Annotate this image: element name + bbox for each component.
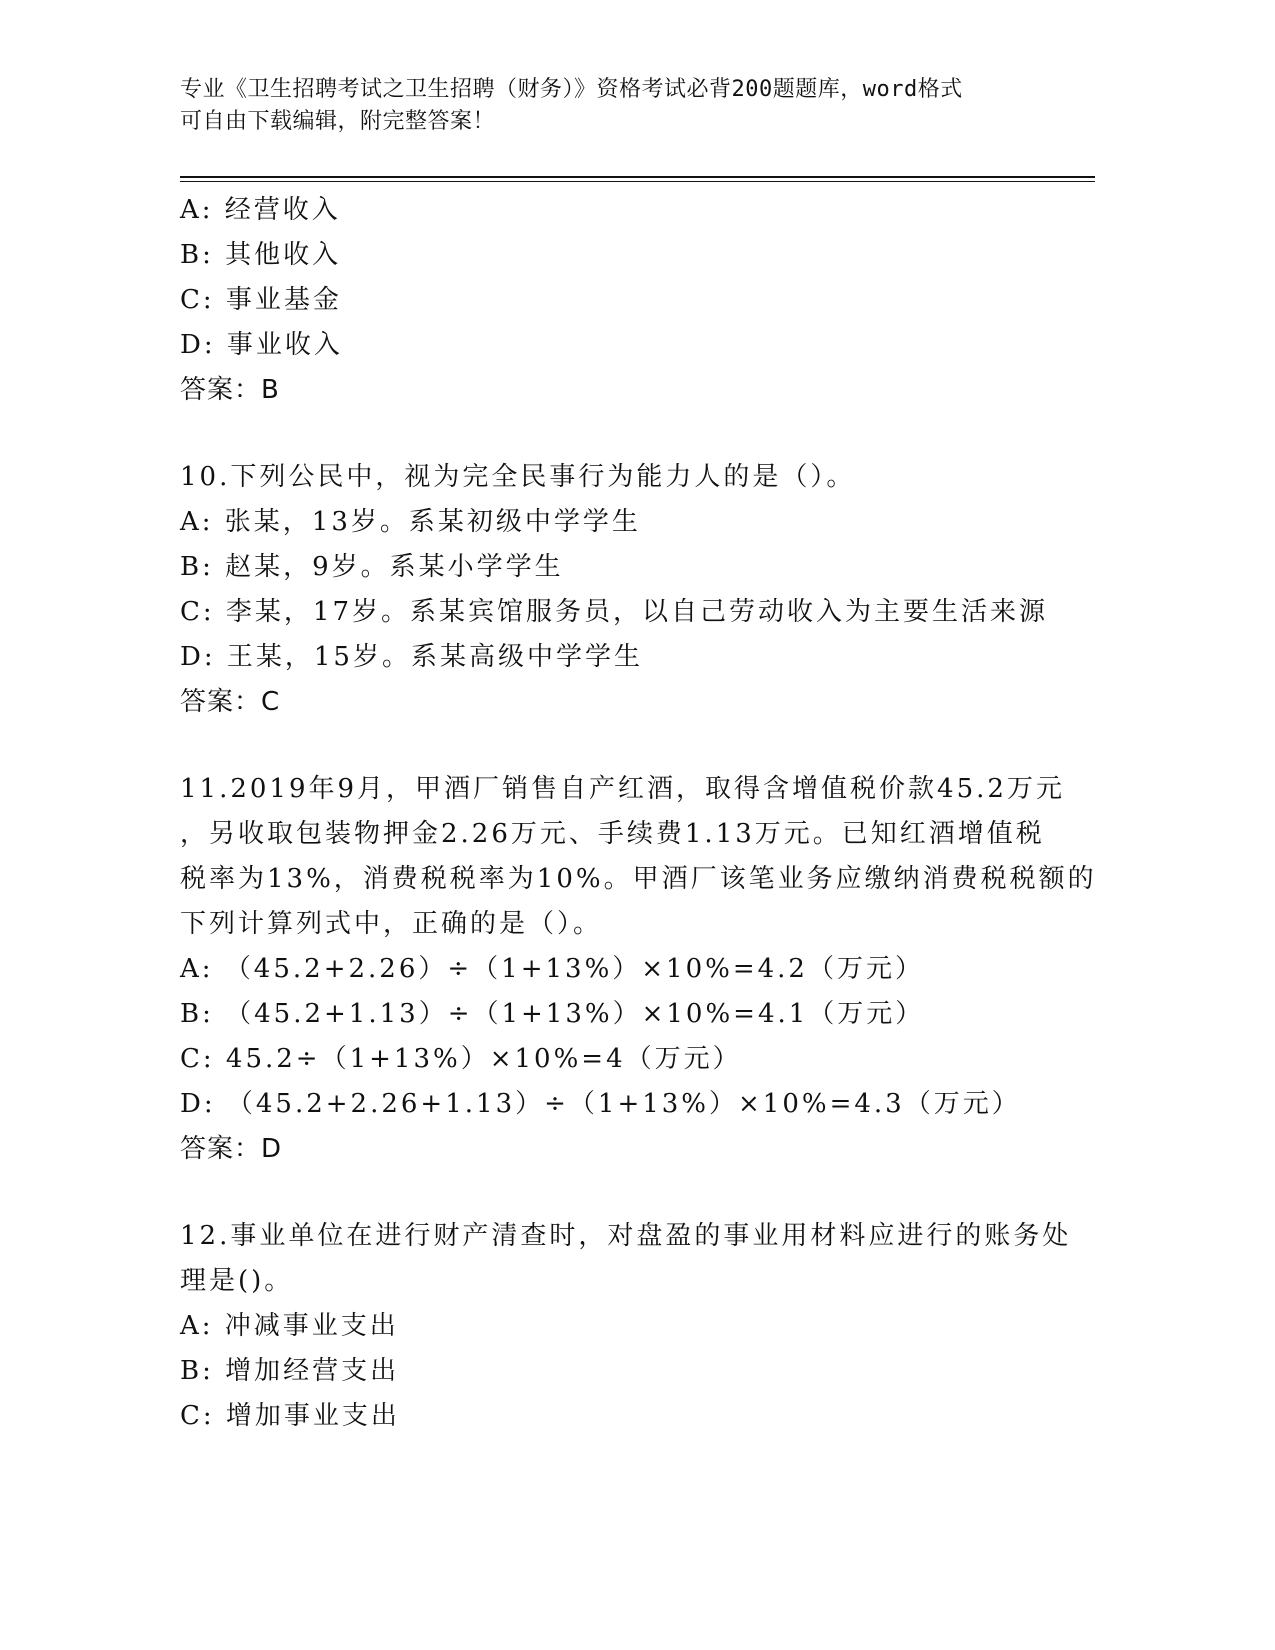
option-d: D: 事业收入 [180,330,343,360]
option-d: D: 王某，15岁。系某高级中学学生 [180,642,643,672]
document-header [180,74,1060,138]
option-b: B: 赵某，9岁。系某小学学生 [180,552,564,582]
option-c: C: 增加事业支出 [180,1401,400,1431]
question-list [180,188,1095,1439]
question-stem-line-2: ，另收取包装物押金2.26万元、手续费1.13万元。已知红酒增值税 [180,819,1045,849]
answer-label: 答案：D [180,1134,283,1164]
question-stem: 10.下列公民中，视为完全民事行为能力人的是（）。 [180,462,856,492]
answer-label: 答案：B [180,375,280,405]
spacer [180,413,1095,455]
header-line-2: 可自由下载编辑，附完整答案！ [180,109,496,134]
question-stem-line-2: 理是()。 [180,1266,294,1296]
option-a: A: 经营收入 [180,195,341,225]
question-9 [180,188,1095,413]
option-b: B: 其他收入 [180,240,342,270]
header-divider-thin [180,181,1095,182]
option-b: B: 增加经营支出 [180,1356,400,1386]
spacer [180,725,1095,767]
option-c: C: 45.2÷（1+13%）×10%=4（万元） [180,1044,742,1074]
question-stem-line-1: 12.事业单位在进行财产清查时，对盘盈的事业用材料应进行的账务处 [180,1221,1072,1251]
answer-label: 答案：C [180,687,281,717]
header-line-1: 专业《卫生招聘考试之卫生招聘（财务）》资格考试必背200题题库，word格式 [180,77,963,102]
option-c: C: 事业基金 [180,285,342,315]
option-a: A: （45.2+2.26）÷（1+13%）×10%=4.2（万元） [180,954,924,984]
question-stem-line-3: 税率为13%，消费税税率为10%。甲酒厂该笔业务应缴纳消费税税额的 [180,864,1097,894]
question-stem-line-1: 11.2019年9月，甲酒厂销售自产红酒，取得含增值税价款45.2万元 [180,774,1065,804]
question-10 [180,455,1095,725]
option-a: A: 张某，13岁。系某初级中学学生 [180,507,641,537]
question-stem-line-4: 下列计算列式中，正确的是（）。 [180,909,603,939]
question-12 [180,1214,1095,1439]
header-divider-thick [180,176,1095,178]
option-c: C: 李某，17岁。系某宾馆服务员，以自己劳动收入为主要生活来源 [180,597,1049,627]
option-b: B: （45.2+1.13）÷（1+13%）×10%=4.1（万元） [180,999,925,1029]
question-11 [180,767,1095,1172]
option-d: D: （45.2+2.26+1.13）÷（1+13%）×10%=4.3（万元） [180,1089,1021,1119]
spacer [180,1172,1095,1214]
option-a: A: 冲减事业支出 [180,1311,399,1341]
